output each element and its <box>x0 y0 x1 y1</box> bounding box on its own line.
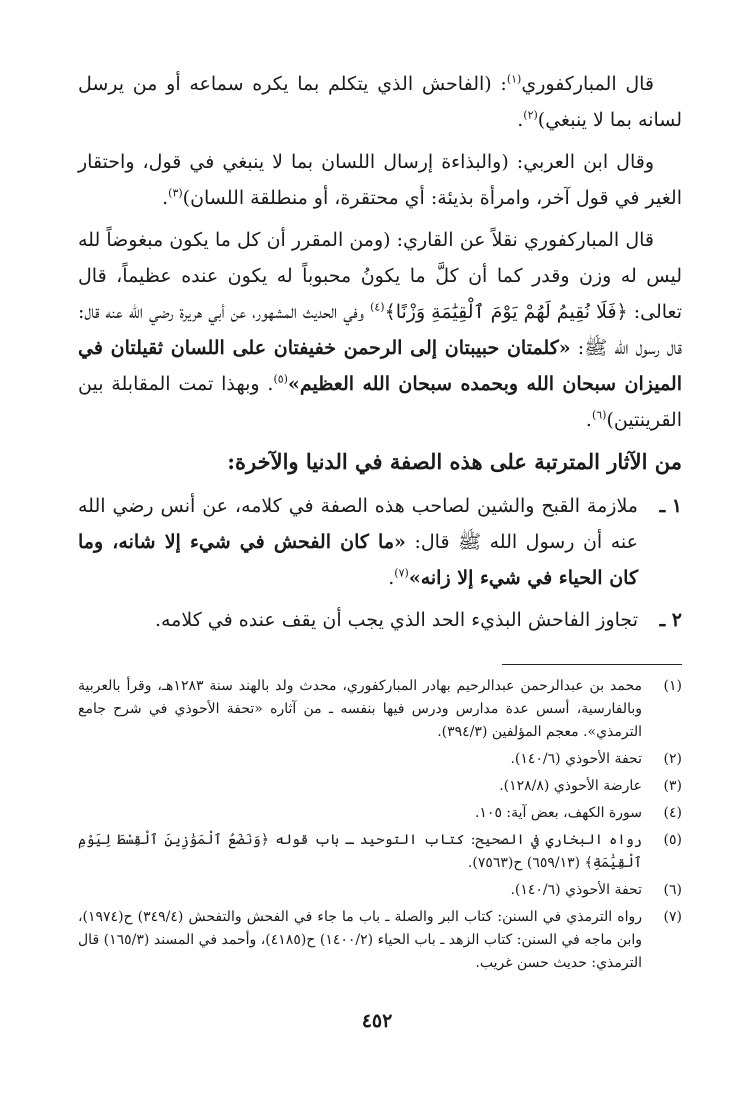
footnote-ref-4: (٤) <box>370 300 385 314</box>
p3-text-a: قال المباركفوري نقلاً عن القاري: (ومن المقرر أن كل ما يكون مبغوضاً لله ليس له وزن وقدر كما أن كلَّ ما يكونُ محبوباً له يكون عنده عظيماً، قال تعالى: ﴿فَلَا نُقِيمُ لَهُمْ يَوْمَ ٱلْقِيَٰمَةِ وَزْنًا﴾ <box>78 229 682 323</box>
section-heading: من الآثار المترتبة على هذه الصفة في الدنيا والآخرة: <box>227 449 682 474</box>
footnote-number: (٤) <box>663 805 682 821</box>
footnote-text: سورة الكهف، بعض آية: ١٠٥. <box>474 805 642 821</box>
p1-text-a: قال المباركفوري <box>521 73 654 95</box>
footnote-5 <box>78 829 682 875</box>
footnote-number: (٥) <box>663 832 682 848</box>
list-item-1 <box>78 488 682 596</box>
footnote-7 <box>78 906 682 975</box>
footnote-text: محمد بن عبدالرحمن عبدالرحيم بهادر المباركفوري، محدث ولد بالهند سنة ١٢٨٣هـ، وقرأ بالعربية وبالفارسية، أسس عدة مدارس ودرس فيها بنفسه ـ من آثاره «تحفة الأحوذي في شرح جامع الترمذي». معجم المؤلفين (٣٩٤/٣). <box>78 678 642 740</box>
footnote-1 <box>78 675 682 744</box>
footnote-number: (٦) <box>663 882 682 898</box>
p1-text-b: : (الفاحش الذي يتكلم بما يكره سماعه أو من يرسل لسانه بما لا ينبغي) <box>78 73 682 131</box>
p3-text-c: . وبهذا تمت المقابلة بين القرينتين) <box>78 373 682 431</box>
footnote-number: (٢) <box>663 751 682 767</box>
p1-text-c: . <box>517 109 524 131</box>
footnote-text: تحفة الأحوذي (١٤٠/٦). <box>510 882 642 898</box>
footnote-ref-6: (٦) <box>591 408 607 422</box>
footnote-text: تحفة الأحوذي (١٤٠/٦). <box>510 751 642 767</box>
footnote-6 <box>78 879 682 902</box>
footnote-separator <box>502 664 682 665</box>
footnote-text: رواه الترمذي في السنن: كتاب البر والصلة ـ باب ما جاء في الفحش والتفحش (٣٤٩/٤) ح(١٩٧٤)، وابن ماجه في السنن: كتاب الزهد ـ باب الحياء (١٤٠٠/٢) ح(٤١٨٥)، وأحمد في المسند (١٦٥/٣) قال الترمذي: حديث حسن غريب. <box>78 909 642 971</box>
p2-text-c: . <box>162 187 169 209</box>
list-text-2: تجاوز الفاحش البذيء الحد الذي يجب أن يقف عنده في كلامه. <box>154 609 638 631</box>
hadith-fuhsh: «ما كان الفحش في شيء إلا شانه، وما كان الحياء في شيء إلا زانه» <box>78 531 638 589</box>
hadith-two-words: «كلمتان حبيبتان إلى الرحمن خفيفتان على اللسان ثقيلتان في الميزان سبحان الله وبحمده سبحان الله العظيم» <box>78 337 682 395</box>
list-number-2: ٢ ـ <box>659 609 682 631</box>
paragraph-ibn-arabi <box>78 144 682 216</box>
footnote-ref-2: (٢) <box>523 108 538 122</box>
footnote-text: رواه البخاري في الصحيح: كتاب التوحيد ـ باب قوله ﴿وَنَضَعُ ٱلْمَوَٰزِينَ ٱلْقِسْطَ لِيَوْمِ ٱلْقِيَٰمَةِ﴾ (٦٥٩/١٣) ح(٧٥٦٣). <box>78 832 642 871</box>
footnotes <box>78 675 682 975</box>
footnote-3 <box>78 775 682 798</box>
p3-text-b: وفي الحديث المشهور، عن أبي هريرة رضي الله عنه قال: قال رسول الله ﷺ: <box>78 301 682 359</box>
footnote-2 <box>78 748 682 771</box>
footnote-number: (١) <box>663 678 682 694</box>
footnote-number: (٣) <box>663 778 682 794</box>
p3-text-d: . <box>585 409 592 431</box>
footnote-number: (٧) <box>663 909 682 925</box>
item1-text-c: . <box>388 567 395 589</box>
list-text-1 <box>78 488 638 596</box>
item1-text-a: ملازمة القبح والشين لصاحب هذه الصفة في كلامه، عن أنس رضي الله عنه أن رسول الله ﷺ قال: <box>78 495 638 553</box>
p2-text-a: وقال ابن العربي: (والبذاءة إرسال اللسان بما لا ينبغي في قول، واحتقار الغير في قول آخر، وامرأة بذيئة: أي محتقرة، أو منطلقة اللسان) <box>78 151 682 209</box>
footnote-text: عارضة الأحوذي (١٢٨/٨). <box>499 778 642 794</box>
footnote-ref-1: (١) <box>506 72 522 86</box>
paragraph-mubarakfuri <box>78 66 682 138</box>
list-item-2 <box>78 602 682 638</box>
paragraph-qari <box>78 222 682 438</box>
footnote-ref-5: (٥) <box>273 372 288 386</box>
footnote-ref-3: (٣) <box>168 186 183 200</box>
list-number-1: ١ ـ <box>659 495 682 517</box>
page-number: ٤٥٢ <box>361 1010 393 1032</box>
footnote-ref-7: (٧) <box>394 566 409 580</box>
footnote-4 <box>78 802 682 825</box>
